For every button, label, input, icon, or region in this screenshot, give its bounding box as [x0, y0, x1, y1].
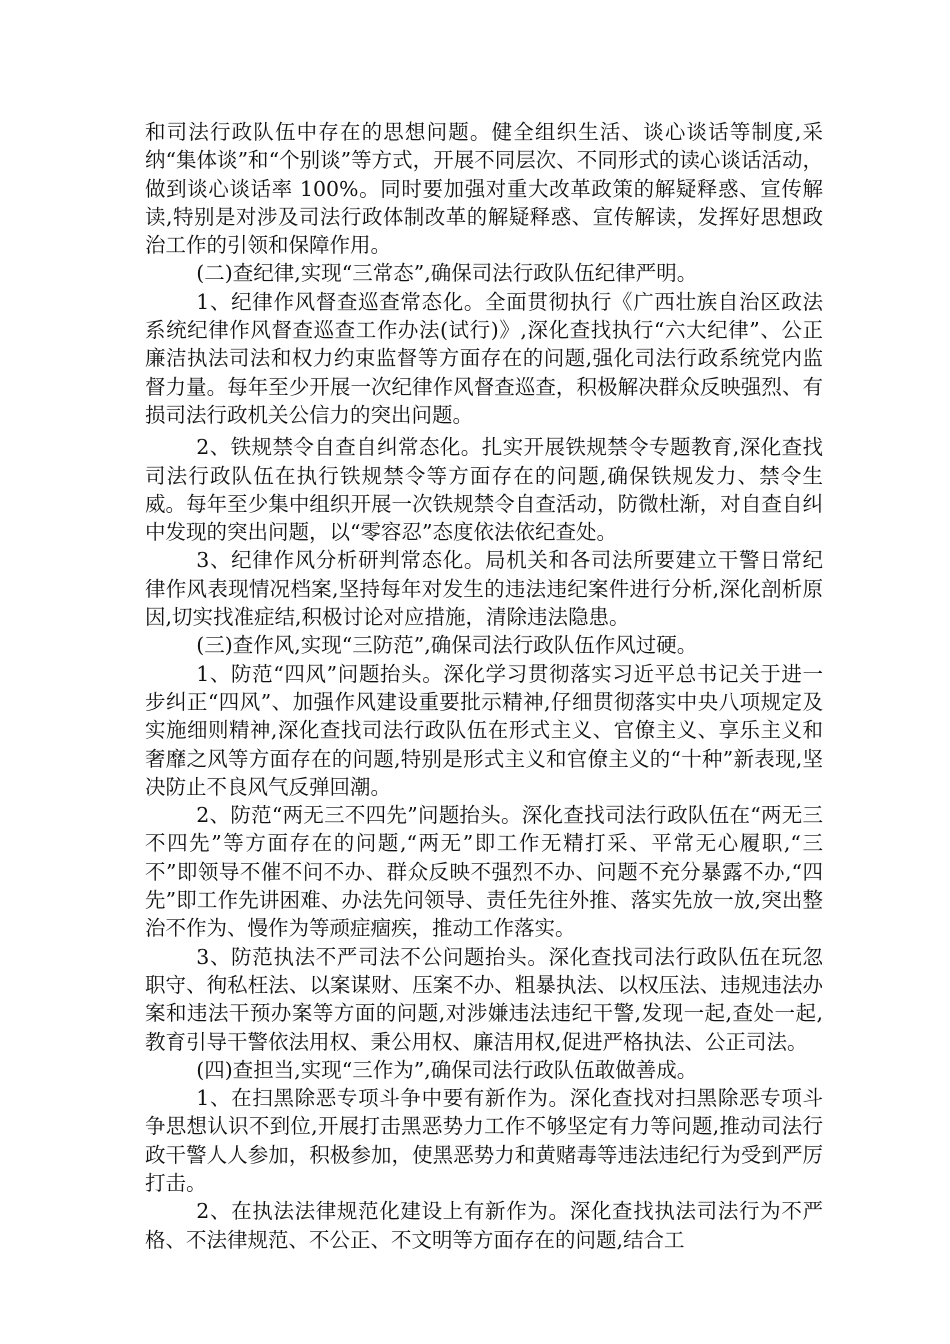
- paragraph-responsibility-1: 1、在扫黑除恶专项斗争中要有新作为。深化查找对扫黑除恶专项斗争思想认识不到位,开展打击黑恶势力工作不够坚定有力等问题,推动司法行政干警人人参加，积极参加，使黑恶势力和黄赌毒等违法违纪行为受到严厉打击。: [145, 1086, 823, 1195]
- section-heading-responsibility: (四)查担当,实现“三作为”,确保司法行政队伍敢做善成。: [196, 1057, 698, 1082]
- paragraph-discipline-1: 1、纪律作风督查巡查常态化。全面贯彻执行《广西壮族自治区政法系统纪律作风督查巡查工作办法(试行)》,深化查找执行“六大纪律”、公正廉洁执法司法和权力约束监督等方面存在的问题,强化司法行政系统党内监督力量。每年至少开展一次纪律作风督查巡查，积极解决群众反映强烈、有损司法行政机关公信力的突出问题。: [145, 289, 823, 427]
- section-heading-style: (三)查作风,实现“三防范”,确保司法行政队伍作风过硬。: [196, 633, 698, 658]
- paragraph-responsibility-2: 2、在执法法律规范化建设上有新作为。深化查找执法司法行为不严格、不法律规范、不公正、不文明等方面存在的问题,结合工: [145, 1199, 823, 1252]
- document-page: [145, 118, 823, 1254]
- paragraph-style-1: 1、防范“四风”问题抬头。深化学习贯彻落实习近平总书记关于进一步纠正“四风”、加强作风建设重要批示精神,仔细贯彻落实中央八项规定及实施细则精神,深化查找司法行政队伍在形式主义、官僚主义、享乐主义和奢靡之风等方面存在的问题,特别是形式主义和官僚主义的“十种”新表现,坚决防止不良风气反弹回潮。: [145, 661, 823, 799]
- paragraph-discipline-2: 2、铁规禁令自查自纠常态化。扎实开展铁规禁令专题教育,深化查找司法行政队伍在执行铁规禁令等方面存在的问题,确保铁规发力、禁令生威。每年至少集中组织开展一次铁规禁令自查活动，防微杜渐，对自查自纠中发现的突出问题，以“零容忍”态度依法依纪查处。: [145, 435, 823, 545]
- paragraph-style-2: 2、防范“两无三不四先”问题抬头。深化查找司法行政队伍在“两无三不四先”等方面存在的问题,“两无”即工作无精打采、平常无心履职,“三不”即领导不催不问不办、群众反映不强烈不办、问题不充分暴露不办,“四先”即工作先讲困难、办法先问领导、责任先往外推、落实先放一放,突出整治不作为、慢作为等顽症痼疾，推动工作落实。: [145, 803, 823, 941]
- paragraph-style-3: 3、防范执法不严司法不公问题抬头。深化查找司法行政队伍在玩忽职守、徇私枉法、以案谋财、压案不办、粗暴执法、以权压法、违规违法办案和违法干预办案等方面的问题,对涉嫌违法违纪干警,发现一起,查处一起,教育引导干警依法用权、秉公用权、廉洁用权,促进严格执法、公正司法。: [145, 944, 823, 1054]
- section-heading-discipline: (二)查纪律,实现“三常态”,确保司法行政队伍纪律严明。: [196, 261, 698, 286]
- paragraph-1: 和司法行政队伍中存在的思想问题。健全组织生活、谈心谈话等制度,采纳“集体谈”和“个别谈”等方式，开展不同层次、不同形式的读心谈话活动，做到谈心谈话率 100%。同时要加强对重大改革政策的解疑释惑、宣传解读,特别是对涉及司法行政体制改革的解疑释惑、宣传解读，发挥好思想政治工作的引领和保障作用。: [145, 120, 823, 258]
- paragraph-discipline-3: 3、纪律作风分析研判常态化。局机关和各司法所要建立干警日常纪律作风表现情况档案,坚持每年对发生的违法违纪案件进行分析,深化剖析原因,切实找准症结,积极讨论对应措施，清除违法隐患。: [145, 548, 823, 630]
